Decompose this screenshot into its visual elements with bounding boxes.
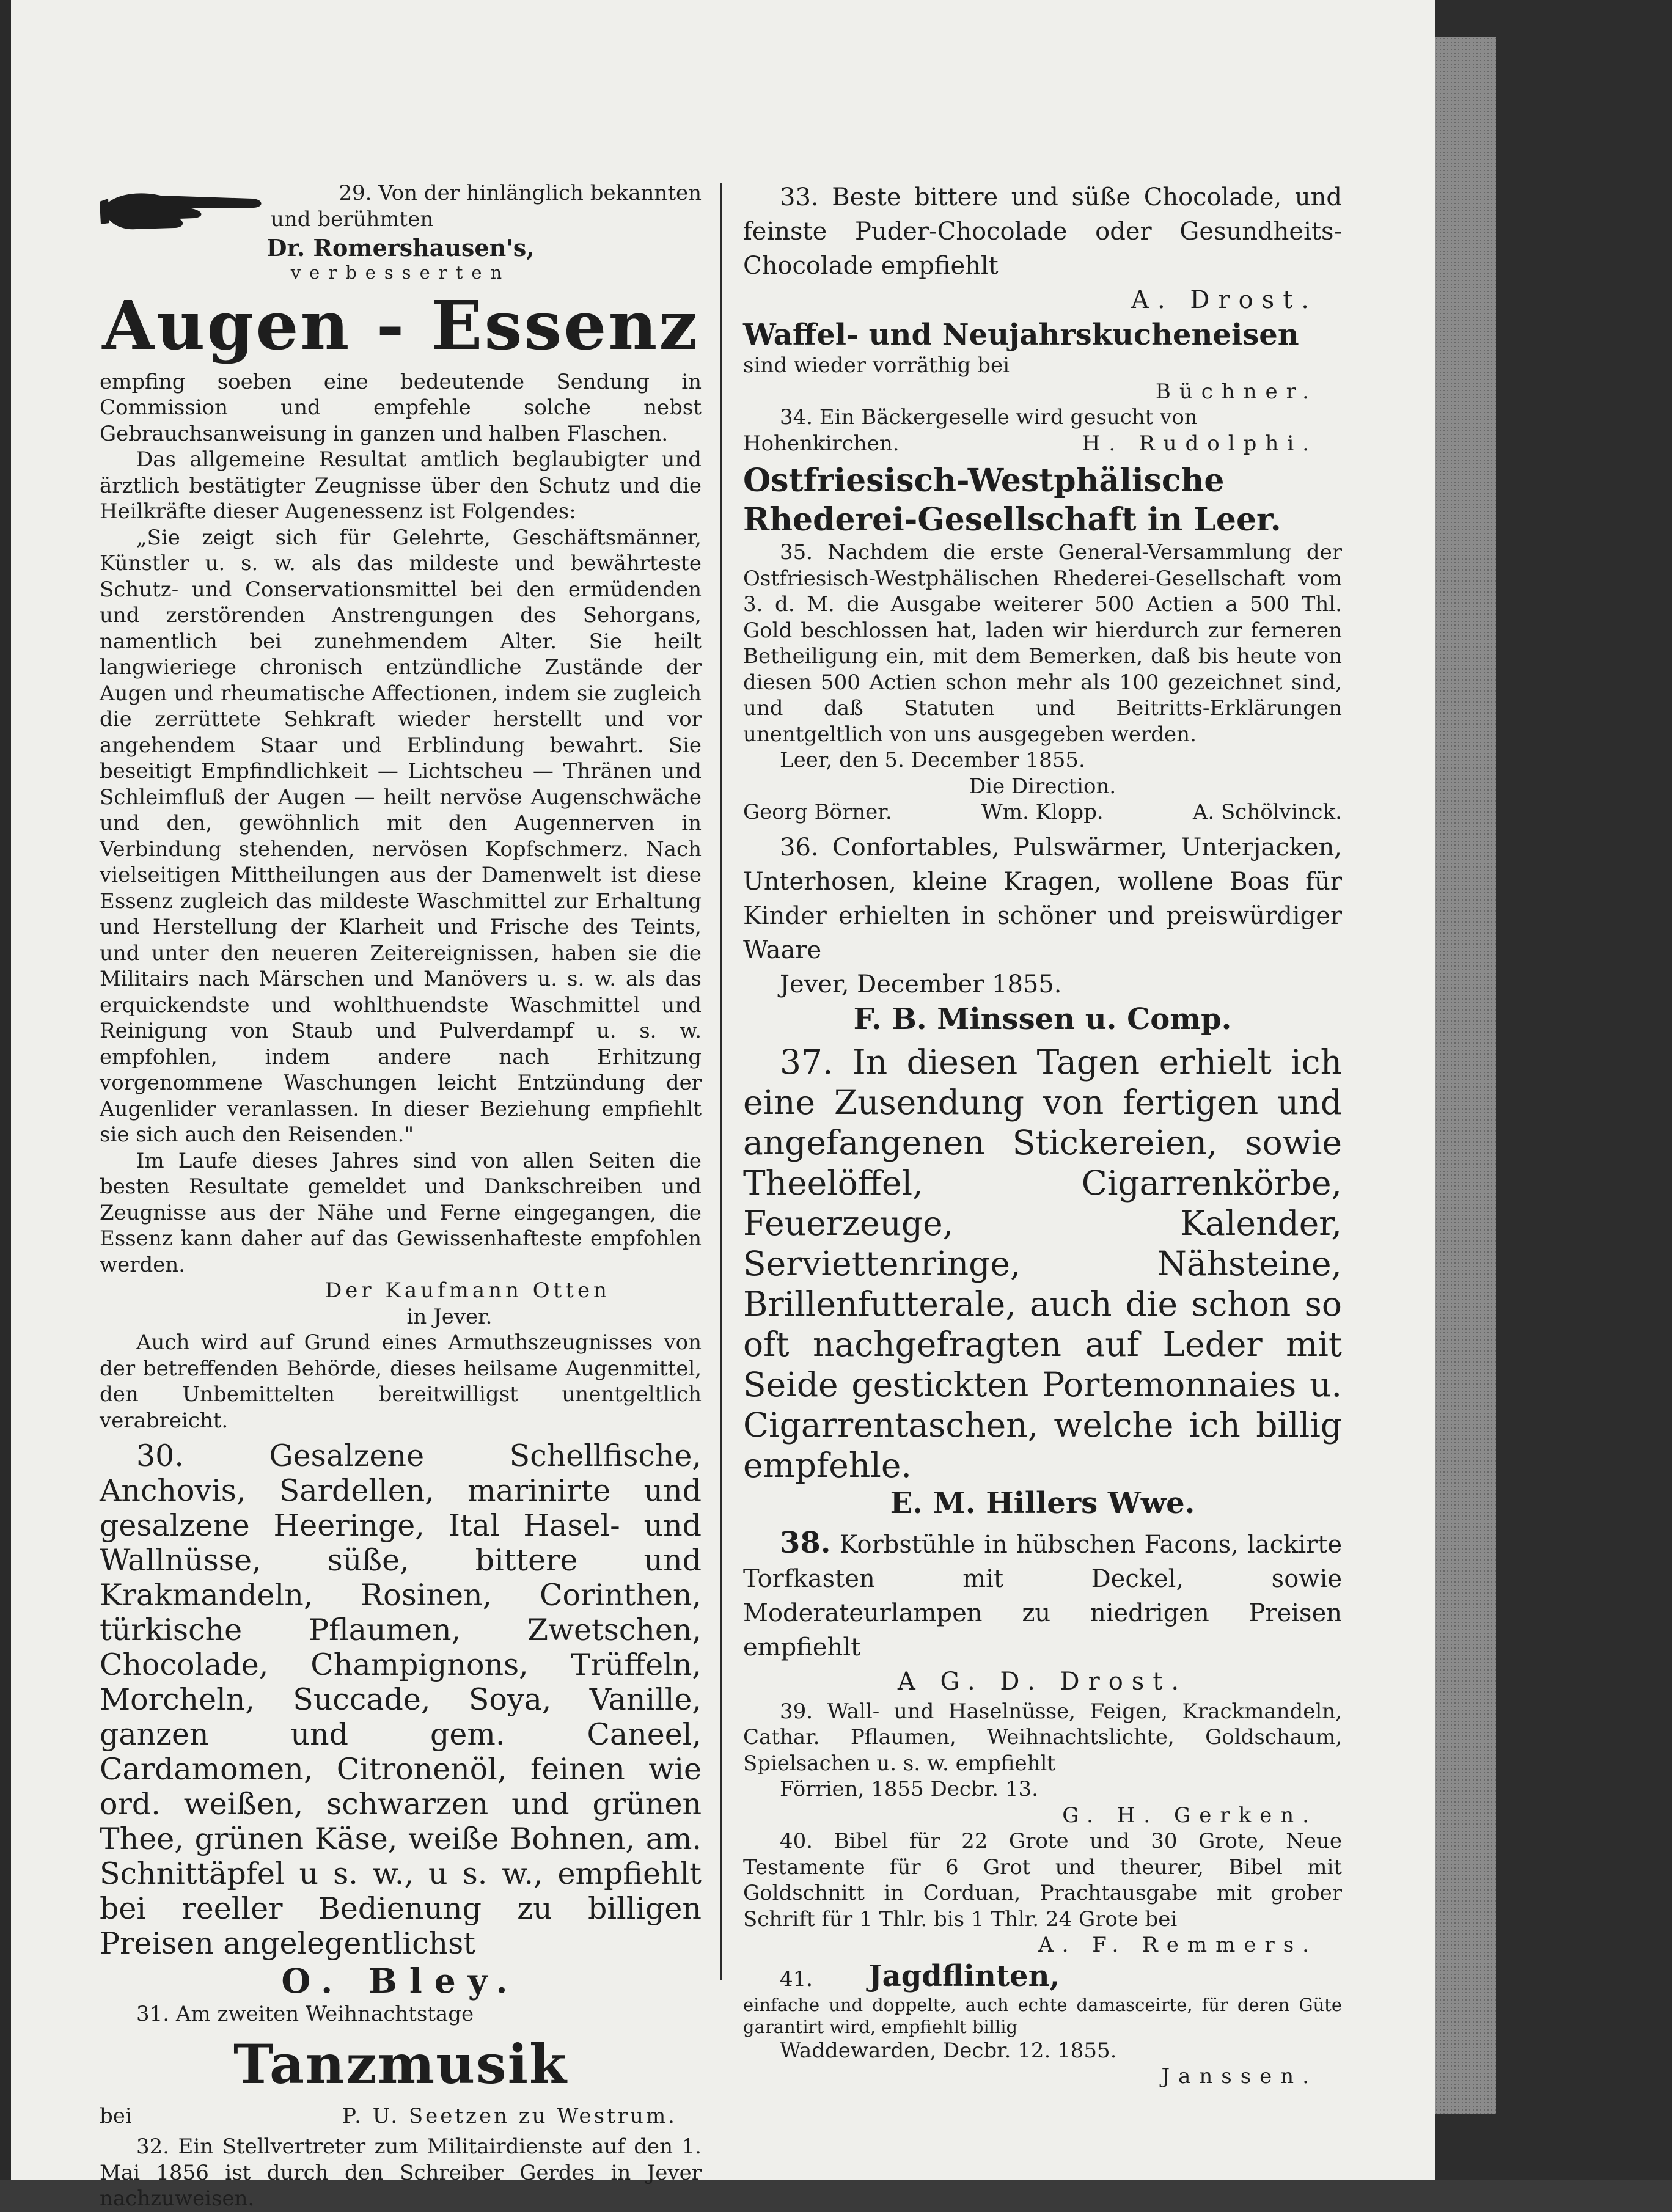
ad32-text: 32. Ein Stellvertreter zum Militairdienste auf den 1. Mai 1856 ist durch den Schreiber Gerdes in Jever nachzuweisen. [100, 2134, 702, 2211]
ad39-sign: G. H. Gerken. [1062, 1803, 1318, 1828]
ad31-bei: bei [100, 2103, 132, 2128]
ad-36 [743, 830, 1342, 1037]
ad35-signer-3: A. Schölvinck. [1192, 800, 1342, 824]
ad40-sign: A. F. Remmers. [1038, 1933, 1318, 1957]
ad38-text: Korbstühle in hübschen Facons, lackirte Torfkasten mit Deckel, sowie Moderateurlampen zu niedrigen Preisen empfiehlt [743, 1530, 1342, 1661]
ad36-text: 36. Confortables, Pulswärmer, Unterjacken, Unterhosen, kleine Kragen, wollene Boas für Kinder erhielten in schöner und preiswürdiger Waare [743, 833, 1342, 964]
ad37-sign: E. M. Hillers Wwe. [890, 1485, 1195, 1520]
ad-waffel [743, 317, 1342, 405]
ad-40 [743, 1828, 1342, 1958]
waffel-sign: Büchner. [1155, 379, 1318, 404]
ad35-date: Leer, den 5. December 1855. [780, 748, 1085, 772]
ad39-text: 39. Wall- und Haselnüsse, Feigen, Krackmandeln, Cathar. Pflaumen, Weihnachtslichte, Goldschaum, Spielsachen u. s. w. empfiehlt [743, 1699, 1342, 1776]
ad41-text: einfache und doppelte, auch echte damasceirte, für deren Güte garantirt wird, empfiehlt billig [743, 1994, 1342, 2037]
ad31-title: Tanzmusik [233, 2032, 568, 2096]
ad29-merchant: Der Kaufmann Otten [325, 1278, 610, 1303]
ad-31 [100, 2001, 702, 2129]
right-column [743, 180, 1342, 2090]
column-divider [720, 183, 722, 1980]
ad-38 [743, 1526, 1342, 1699]
ad-30 [100, 1438, 702, 2001]
ad29-quote: „Sie zeigt sich für Gelehrte, Geschäftsmänner, Künstler u. s. w. als das mildeste und bewährteste Schutz- und Conservationsmittel bei den ermüdenden und zerstörenden Anstrengungen des Sehorgans, namentlich bei zunehmendem Alter. Sie heilt langwieriege chronisch entzündliche Zustände der Augen und rheumatische Affectionen, indem sie zugleich die zerrüttete Sehkraft wieder herstellt und vor angehendem Staar und Erblindung bewahrt. Sie beseitigt Empfindlichkeit — Lichtscheu — Thränen und Schleimfluß der Augen — heilt nervöse Augenschwäche und den, gewöhnlich mit den Augennerven in Verbindung stehenden, nervösen Kopfschmerz. Nach vielseitigen Mittheilungen aus der Damenwelt ist diese Essenz zugleich das mildeste Waschmittel zur Erhaltung und Herstellung der Klarheit und Frische des Teints, und unter den neueren Zeitereignissen, haben sie die Militairs nach Märschen und Manövers u. s. w. als das erquickendste und wohlthuendste Waschmittel und Reinigung von Staub und Pulverdampf u. s. w. empfohlen, indem andere nach Erhitzung vorgenommene Waschungen leicht Entzündung der Augenlider veranlassen. In dieser Beziehung empfiehlt sie sich auch den Reisenden." [100, 525, 702, 1147]
ad39-date: Förrien, 1855 Decbr. 13. [780, 1777, 1038, 1801]
ad29-place: in Jever. [406, 1304, 493, 1329]
ad-32 [100, 2134, 702, 2212]
ad35-title: Ostfriesisch-Westphälische Rhederei-Gesellschaft in Leer. [743, 462, 1282, 538]
ad-34 [743, 405, 1342, 456]
ad29-poor: Auch wird auf Grund eines Armuthszeugnisses von der betreffenden Behörde, dieses heilsame Augenmittel, den Unbemittelten bereitwilligst unentgeltlich verabreicht. [100, 1330, 702, 1433]
ad29-result: Das allgemeine Resultat amtlich beglaubigter und ärztlich bestätigter Zeugnisse über den Schutz und die Heilkräfte dieser Augenessenz ist Folgendes: [100, 447, 702, 524]
ad35-direction: Die Direction. [969, 774, 1116, 799]
ad34-place: Hohenkirchen. [743, 431, 900, 456]
ad41-date: Waddewarden, Decbr. 12. 1855. [780, 2038, 1117, 2063]
ad29-lead2: und berühmten [271, 207, 434, 232]
ad40-text: 40. Bibel für 22 Grote und 30 Grote, Neue Testamente für 6 Grot und theurer, Bibel mit Goldschnitt in Corduan, Prachtausgabe mit grober Schrift für 1 Thlr. bis 1 Thlr. 24 Grote bei [743, 1829, 1342, 1932]
ad-41 [743, 1958, 1342, 2090]
ad29-lead: 29. Von der hinlänglich bekannten [339, 181, 702, 205]
left-column [100, 180, 702, 2212]
ad29-intro: empfing soeben eine bedeutende Sendung in Commission und empfehle solche nebst Gebrauchsanweisung in ganzen und halben Flaschen. [100, 369, 702, 446]
ad33-sign: A. Drost. [1131, 286, 1318, 314]
ad-33 [743, 180, 1342, 317]
ad-39 [743, 1699, 1342, 1829]
ad-37 [743, 1042, 1342, 1521]
ad34-sign: H. Rudolphi. [1082, 431, 1318, 456]
book-cover-board [1435, 37, 1496, 2114]
ad34-text: 34. Ein Bäckergeselle wird gesucht von [780, 405, 1198, 430]
ad30-sign: O. Bley. [281, 1961, 520, 2001]
ad29-year: Im Laufe dieses Jahres sind von allen Seiten die besten Resultate gemeldet und Dankschreiben und Zeugnisse aus der Nähe und Ferne eingegangen, die Essenz kann daher auf das Gewissenhafteste empfohlen werden. [100, 1148, 702, 1277]
ad-35 [743, 461, 1342, 826]
ad38-num: 38. [780, 1525, 831, 1560]
ad41-sign: Janssen. [1161, 2064, 1318, 2089]
ad41-title: Jagdflinten, [868, 1958, 1060, 1993]
ad29-maker: Dr. Romershausen's, [266, 234, 535, 262]
ad36-sign: F. B. Minssen u. Comp. [853, 1002, 1232, 1036]
waffel-text: sind wieder vorräthig bei [743, 353, 1010, 378]
ad31-lead: 31. Am zweiten Weihnachtstage [136, 2002, 474, 2026]
ad-29 [100, 180, 702, 1434]
ad33-text: 33. Beste bittere und süße Chocolade, und feinste Puder-Chocolade oder Gesundheits-Chocolade empfiehlt [743, 183, 1342, 280]
ad35-signer-1: Georg Börner. [743, 800, 892, 824]
ad36-date: Jever, December 1855. [780, 970, 1062, 998]
ad38-sign: A G. D. Drost. [897, 1667, 1188, 1696]
ad29-improved: verbesserten [290, 262, 511, 283]
ad37-text: 37. In diesen Tagen erhielt ich eine Zusendung von fertigen und angefangenen Stickereien, sowie Theelöffel, Cigarrenkörbe, Feuerzeuge, Kalender, Serviettenringe, Nähsteine, Brillenfutterale, auch die schon so oft nachgefragten auf Leder mit Seide gestickten Portemonnaies u. Cigarrentaschen, welche ich billig empfehle. [743, 1042, 1342, 1485]
newspaper-page [11, 0, 1435, 2211]
ad41-num: 41. [780, 1966, 813, 1991]
waffel-title: Waffel- und Neujahrskucheneisen [743, 318, 1299, 352]
ad29-title: Augen - Essenz [102, 285, 699, 365]
pointing-hand-icon [100, 180, 271, 235]
scan-left-edge [0, 0, 11, 2180]
ad35-text: 35. Nachdem die erste General-Versammlung der Ostfriesisch-Westphälischen Rhederei-Gesellschaft vom 3. d. M. die Ausgabe weiterer 500 Actien a 500 Thl. Gold beschlossen hat, laden wir hierdurch zur ferneren Betheiligung ein, mit dem Bemerken, daß bis heute von diesen 500 Actien schon mehr als 100 gezeichnet sind, und daß Statuten und Beitritts-Erklärungen unentgeltlich von uns ausgegeben werden. [743, 540, 1342, 747]
ad31-host: P. U. Seetzen zu Westrum. [342, 2103, 677, 2128]
ad35-signer-2: Wm. Klopp. [981, 800, 1104, 824]
ad30-text: 30. Gesalzene Schellfische, Anchovis, Sardellen, marinirte und gesalzene Heeringe, Ital Hasel- und Wallnüsse, süße, bittere und Krakmandeln, Rosinen, Corinthen, türkische Pflaumen, Zwetschen, Chocolade, Champignons, Trüffeln, Morcheln, Succade, Soya, Vanille, ganzen und gem. Caneel, Cardamomen, Citronenöl, feinen wie ord. weißen, schwarzen und grünen Thee, grünen Käse, weiße Bohnen, am. Schnittäpfel u s. w., u s. w., empfiehlt bei reeller Bedienung zu billigen Preisen angelegentlichst [100, 1438, 702, 1961]
